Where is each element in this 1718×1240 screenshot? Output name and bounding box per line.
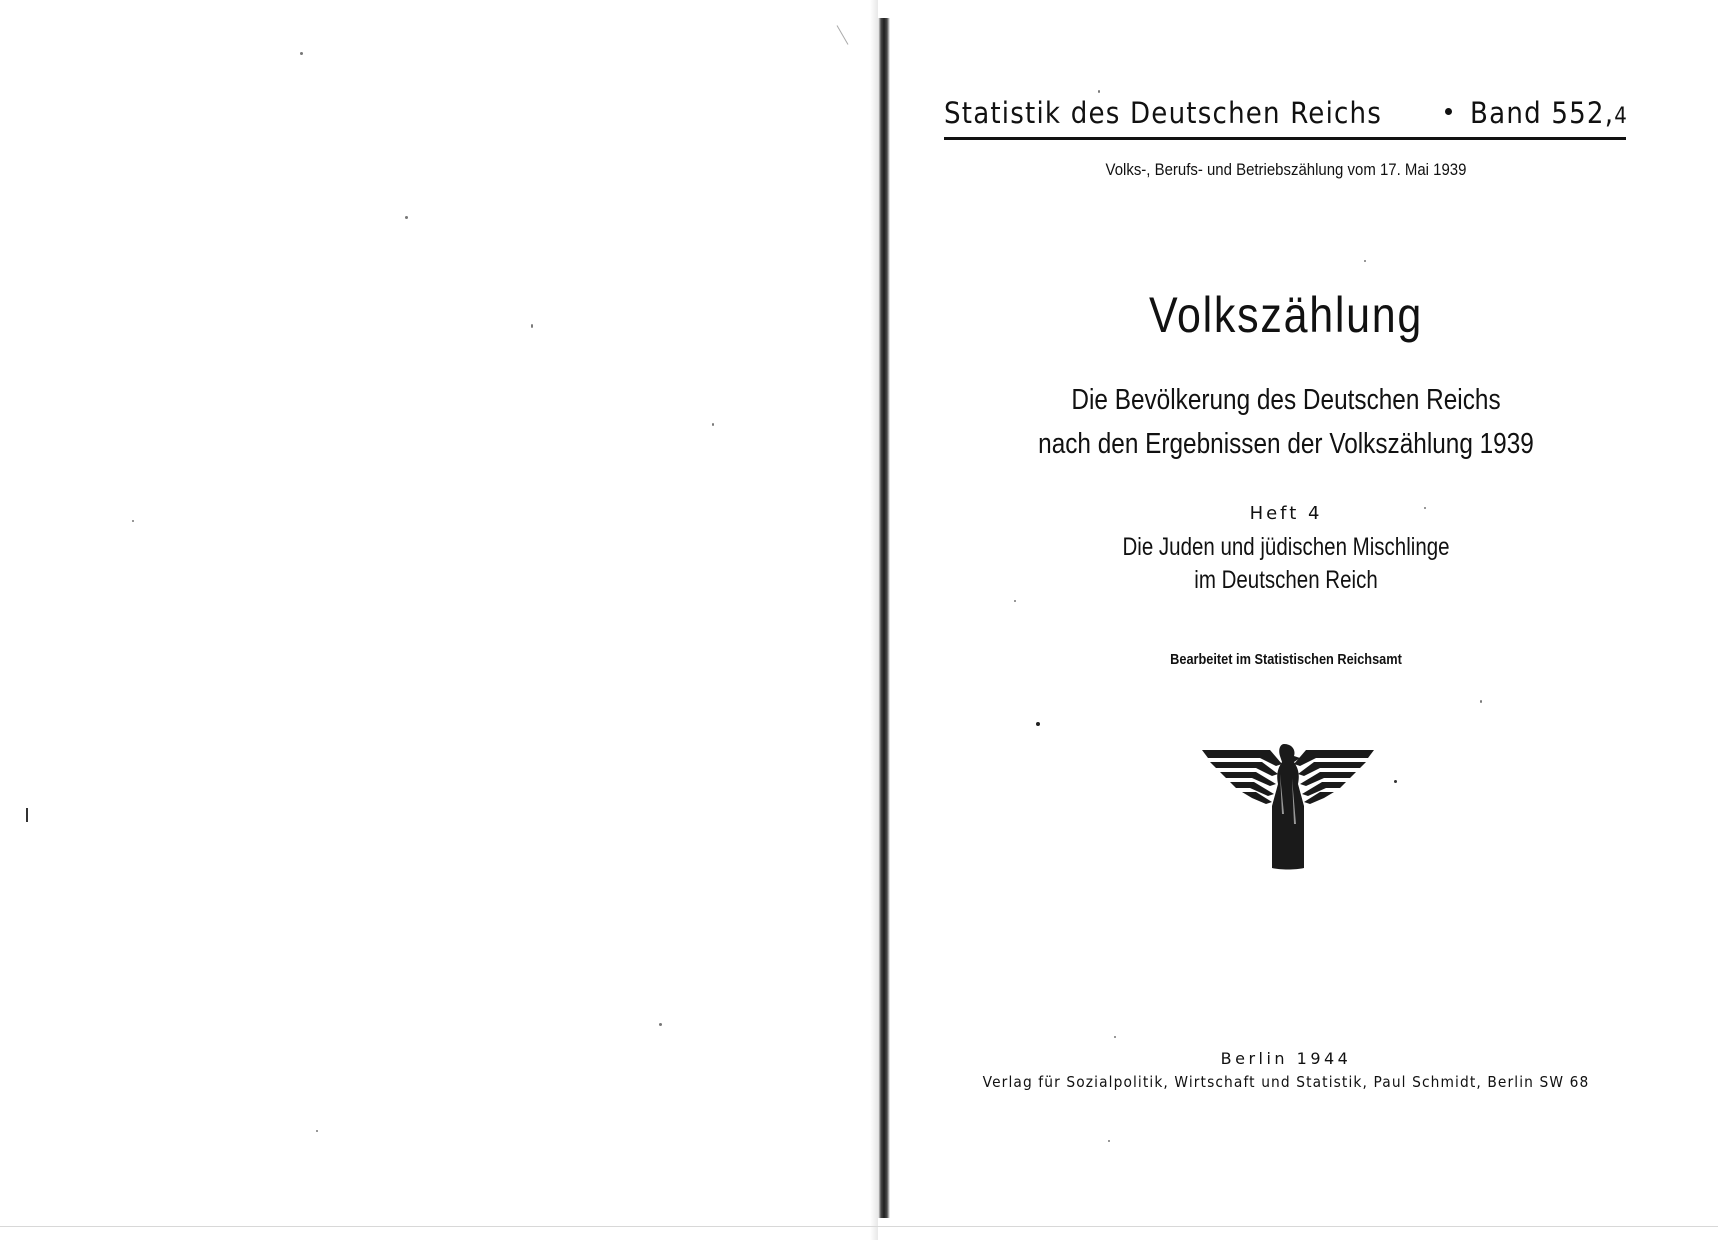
scan-edge-mark bbox=[0, 1226, 1718, 1227]
scan-speck bbox=[1480, 700, 1482, 703]
scan-speck bbox=[1424, 507, 1426, 509]
scan-speck bbox=[531, 324, 533, 328]
imprint-city-year: Berlin 1944 bbox=[1220, 1049, 1352, 1068]
scan-speck bbox=[316, 1130, 318, 1132]
separator-dot-icon bbox=[1445, 108, 1452, 115]
header-rule bbox=[944, 137, 1626, 140]
census-line: Volks-, Berufs- und Betriebszählung vom 17. Mai 1939 bbox=[1105, 160, 1467, 179]
scan-speck bbox=[1108, 1140, 1110, 1142]
scan-speck bbox=[659, 1023, 662, 1026]
scan-speck bbox=[1098, 90, 1100, 93]
scan-edge-mark bbox=[26, 808, 28, 822]
scan-speck bbox=[300, 52, 303, 55]
eagle-emblem-icon bbox=[1200, 744, 1376, 870]
scan-speck bbox=[405, 216, 408, 219]
series-title: Statistik des Deutschen Reichs bbox=[944, 96, 1383, 130]
issue-title-line-1: Die Juden und jüdischen Mischlinge bbox=[1122, 533, 1450, 561]
scan-speck bbox=[1036, 722, 1040, 726]
imprint-publisher: Verlag für Sozialpolitik, Wirtschaft und Statistik, Paul Schmidt, Berlin SW 68 bbox=[982, 1073, 1590, 1091]
scan-speck bbox=[1364, 260, 1366, 262]
book-gutter bbox=[878, 18, 890, 1218]
scan-speck bbox=[1114, 1036, 1116, 1038]
series-band-group bbox=[1427, 96, 1628, 130]
scan-speck bbox=[1014, 600, 1016, 602]
editor-line: Bearbeitet im Statistischen Reichsamt bbox=[1170, 651, 1402, 668]
subtitle-line-1: Die Bevölkerung des Deutschen Reichs bbox=[1071, 384, 1501, 416]
scan-speck bbox=[712, 423, 714, 426]
issue-number: Heft 4 bbox=[1249, 503, 1323, 524]
series-band: Band 552, bbox=[1470, 96, 1615, 130]
page-title: Volkszählung bbox=[1148, 287, 1424, 343]
issue-title-line-2: im Deutschen Reich bbox=[1194, 566, 1378, 594]
series-header bbox=[944, 96, 1628, 130]
scan-speck bbox=[132, 520, 134, 522]
scan-edge-mark bbox=[837, 25, 849, 45]
series-band-part: 4 bbox=[1614, 104, 1628, 129]
scan-speck bbox=[1394, 780, 1397, 783]
gutter-shadow bbox=[870, 0, 878, 1240]
subtitle-line-2: nach den Ergebnissen der Volkszählung 1939 bbox=[1038, 428, 1534, 460]
